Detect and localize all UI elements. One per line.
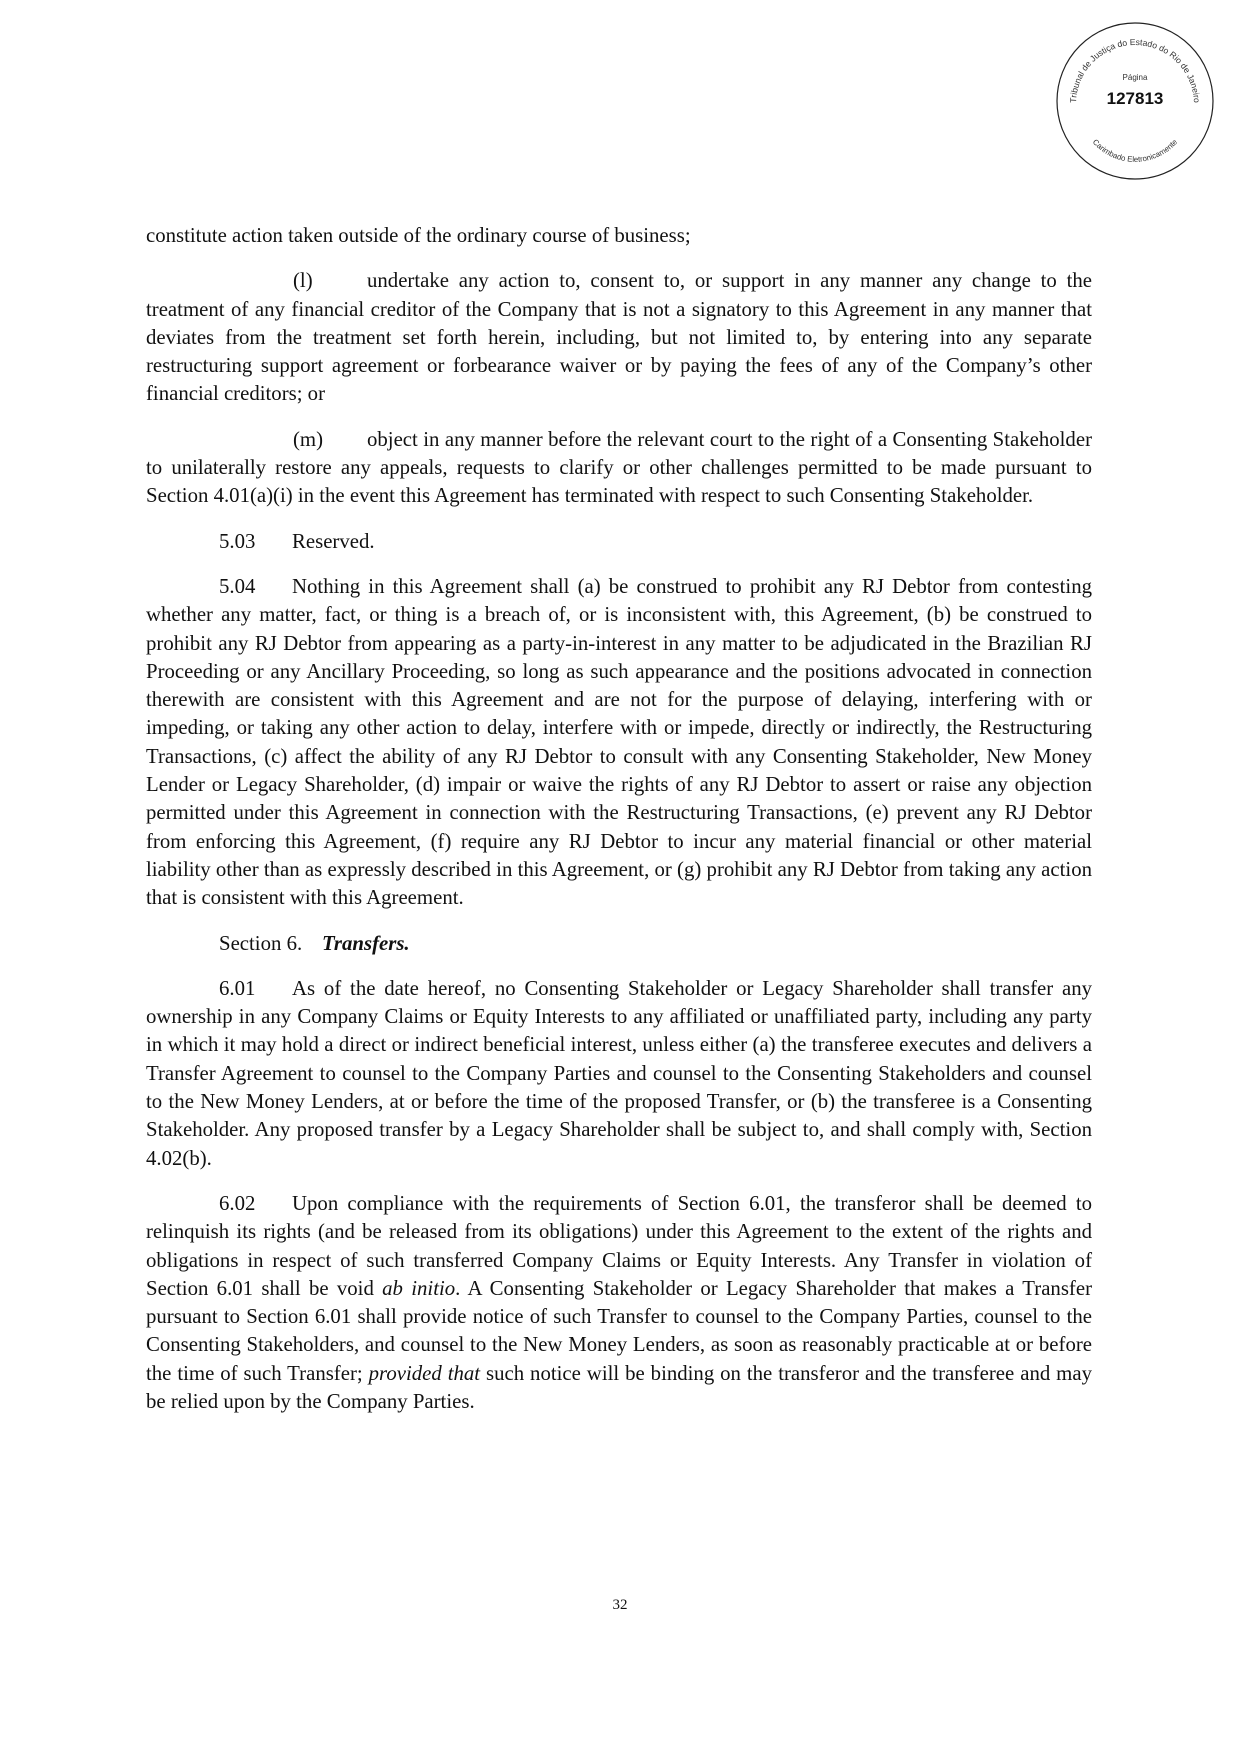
seal-page-number: 127813 <box>1106 89 1164 108</box>
clause-label: (l) <box>293 269 313 293</box>
page-number: 32 <box>612 1597 628 1613</box>
section-text: Nothing in this Agreement shall (a) be construed to prohibit any RJ Debtor from contesting whether any matter, fact, or thing is a breach of, or is inconsistent with, this Agreement, (b) be construed to prohibit any RJ Debtor from appearing as a party-in-interest in any matter to be adjudicated in the Brazilian RJ Proceeding or any Ancillary Proceeding, so long as such appearance and the positions advocated in connection therewith are consistent with this Agreement and are not for the purpose of delaying, interfering with or impeding, or taking any other action to delay, interfere with or impede, directly or indirectly, the Restructuring Transactions, (c) affect the ability of any RJ Debtor to consult with any Consenting Stakeholder, New Money Lender or Legacy Shareholder, (d) impair or waive the rights of any RJ Debtor to assert or raise any objection permitted under this Agreement in connection with the Restructuring Transactions, (e) prevent any RJ Debtor from enforcing this Agreement, (f) require any RJ Debtor to incur any material financial or other material liability other than as expressly described in this Agreement, or (g) prohibit any RJ Debtor from taking any action that is consistent with this Agreement. <box>146 574 1092 910</box>
clause-l <box>146 267 1092 408</box>
section-6-02 <box>146 1190 1092 1416</box>
section-number: 6.01 <box>219 976 256 1000</box>
section-6-01 <box>146 975 1092 1173</box>
section-heading-title: Transfers. <box>322 931 410 955</box>
clause-text: object in any manner before the relevant court to the right of a Consenting Stakeholder to unilaterally restore any appeals, requests to clarify or other challenges permitted to be made pursuant to Section 4.01(a)(i) in the event this Agreement has terminated with respect to such Consenting Stakeholder. <box>146 427 1092 508</box>
court-seal-stamp <box>1054 20 1216 182</box>
seal-top-text: Tribunal de Justiça do Estado do Rio de Janeiro <box>1067 36 1203 104</box>
section-heading-number: Section 6. <box>219 931 303 955</box>
paragraph-continuation: constitute action taken outside of the ordinary course of business; <box>146 224 691 247</box>
clause-label: (m) <box>293 427 324 451</box>
section-6-heading <box>146 930 1092 958</box>
clause-m <box>146 426 1092 511</box>
section-number: 5.03 <box>219 529 256 553</box>
seal-bottom-text: Carimbado Eletronicamente <box>1090 137 1180 164</box>
seal-page-label: Página <box>1122 73 1148 82</box>
section-5-03 <box>146 528 1092 556</box>
section-text: As of the date hereof, no Consenting Stakeholder or Legacy Shareholder shall transfer any ownership in any Company Claims or Equity Interests to any affiliated or unaffiliated party, including any party in which it may hold a direct or indirect beneficial interest, unless either (a) the transferee executes and delivers a Transfer Agreement to counsel to the Company Parties and counsel to the Consenting Stakeholders and counsel to the New Money Lenders, at or before the time of the proposed Transfer, or (b) the transferee is a Consenting Stakeholder. Any proposed transfer by a Legacy Shareholder shall be subject to, and shall comply with, Section 4.02(b). <box>146 976 1092 1170</box>
section-text-part: Upon compliance with the requirements of Section 6.01, the transferor shall be deemed to relinquish its rights (and be released from its obligations) under this Agreement to the extent of the rights and obligations in respect of such transferred Company Claims or Equity Interests. Any Transfer in violation of Section 6.01 shall be void <box>146 1191 1092 1300</box>
clause-text: undertake any action to, consent to, or support in any manner any change to the treatment of any financial creditor of the Company that is not a signatory to this Agreement in any manner that deviates from the treatment set forth herein, including, but not limited to, by entering into any separate restructuring support agreement or forbearance waiver or by paying the fees of any of the Company’s other financial creditors; or <box>146 269 1092 406</box>
italic-term: ab initio <box>382 1276 456 1300</box>
section-number: 6.02 <box>219 1191 256 1215</box>
court-seal-graphic <box>1054 20 1216 182</box>
italic-term: provided that <box>368 1361 481 1385</box>
section-5-04 <box>146 573 1092 913</box>
section-number: 5.04 <box>219 574 256 598</box>
section-text-part: . A Consenting Stakeholder or Legacy Shareholder that makes a Transfer pursuant to Section 6.01 shall provide notice of such Transfer to counsel to the Company Parties, counsel to the Consenting Stakeholders, and counsel to the New Money Lenders, as soon as reasonably practicable at or before the time of such Transfer; <box>146 1276 1092 1385</box>
section-text: Reserved. <box>292 529 375 553</box>
section-text-part: such notice will be binding on the transferor and the transferee and may be relied upon by the Company Parties. <box>146 1361 1092 1413</box>
document-body <box>146 222 1092 1433</box>
